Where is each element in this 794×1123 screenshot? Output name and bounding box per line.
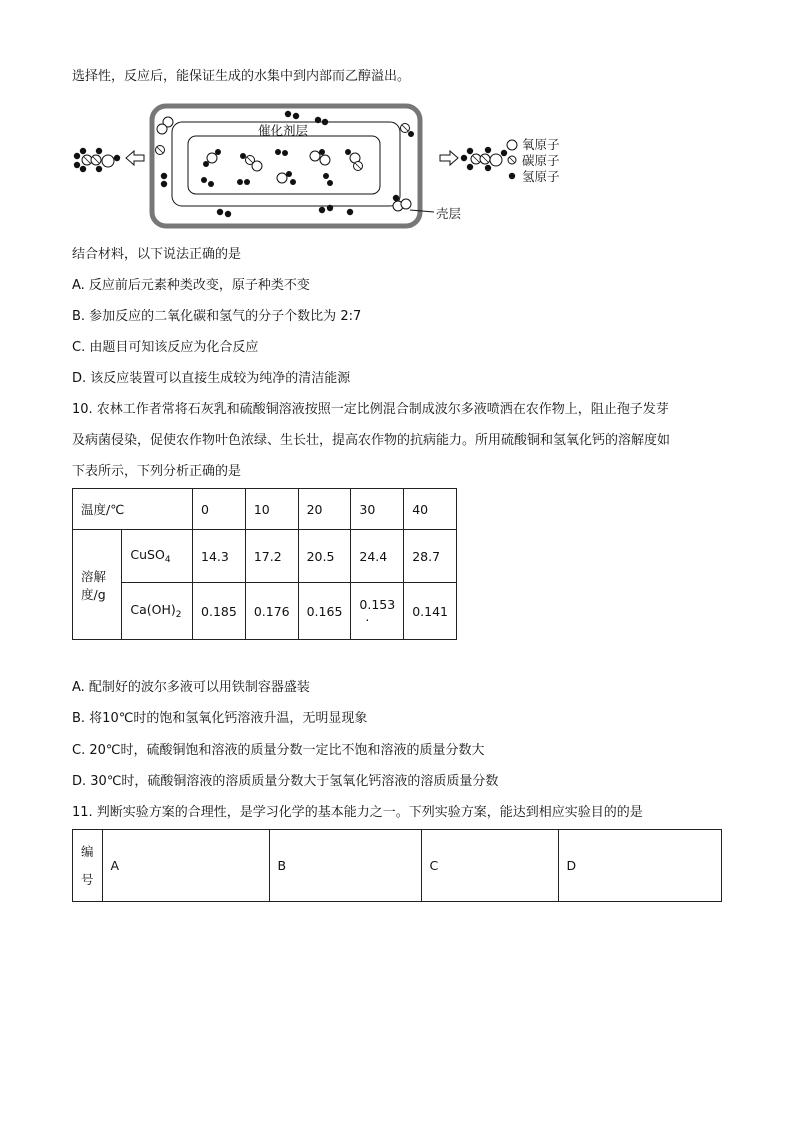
temp-cell: 20 (298, 489, 351, 530)
caoh2-value: 0.141 (404, 583, 457, 640)
col-d: D (558, 830, 721, 902)
legend-carbon: 碳原子 (522, 153, 560, 168)
q9-option-a: A. 反应前后元素种类改变，原子种类不变 (72, 278, 310, 293)
caoh2-value: 0.176 (245, 583, 298, 640)
cuso4-value: 20.5 (298, 530, 351, 583)
temp-cell: 40 (404, 489, 457, 530)
caoh2-value: 0.153 . (351, 583, 404, 640)
solubility-table (72, 488, 457, 640)
q9-option-b: B. 参加反应的二氧化碳和氢气的分子个数比为 2:7 (72, 309, 362, 324)
q10-option-c: C. 20℃时，硫酸铜饱和溶液的质量分数一定比不饱和溶液的质量分数大 (72, 743, 485, 758)
q10-option-b: B. 将10℃时的饱和氢氧化钙溶液升温，无明显现象 (72, 711, 368, 726)
experiment-table (72, 829, 722, 902)
solubility-header: 溶解度/g (73, 530, 122, 640)
col-a: A (102, 830, 269, 902)
cuso4-value: 28.7 (404, 530, 457, 583)
cuso4-label: CuSO$_4$ (122, 530, 193, 583)
q11-stem: 11. 判断实验方案的合理性，是学习化学的基本能力之一。下列实验方案，能达到相应实验目的的是 (72, 805, 643, 820)
q10-stem-line-3: 下表所示，下列分析正确的是 (72, 464, 242, 479)
col-b: B (269, 830, 421, 902)
q9-option-d: D. 该反应装置可以直接生成较为纯净的清洁能源 (72, 371, 351, 386)
reaction-diagram (60, 98, 580, 233)
q10-stem-line-2: 及病菌侵染，促使农作物叶色浓绿、生长壮，提高农作物的抗病能力。所用硫酸铜和氢氧化钙的溶解度如 (72, 433, 671, 448)
caoh2-value: 0.185 (193, 583, 246, 640)
oxygen-legend-icon (507, 140, 517, 150)
q9-stem: 结合材料，以下说法正确的是 (72, 247, 242, 262)
cuso4-value: 24.4 (351, 530, 404, 583)
number-label: 编 号 (73, 830, 103, 902)
legend-hydrogen: 氢原子 (522, 169, 560, 184)
arrow-left-icon (126, 151, 144, 165)
temp-header: 温度/℃ (73, 489, 193, 530)
catalyst-label: 催化剂层 (258, 123, 309, 138)
shell-label: 壳层 (436, 206, 462, 221)
ethanol-molecule-right (461, 147, 507, 171)
temp-cell: 30 (351, 489, 404, 530)
caoh2-label: $Ca(OH)_2$ (122, 583, 193, 640)
caoh2-value: 0.165 (298, 583, 351, 640)
q10-option-a: A. 配制好的波尔多液可以用铁制容器盛装 (72, 680, 310, 695)
temp-cell: 0 (193, 489, 246, 530)
q9-option-c: C. 由题目可知该反应为化合反应 (72, 340, 259, 355)
q10-option-d: D. 30℃时，硫酸铜溶液的溶质质量分数大于氢氧化钙溶液的溶质质量分数 (72, 774, 499, 789)
col-c: C (421, 830, 558, 902)
cuso4-value: 17.2 (245, 530, 298, 583)
arrow-right-icon (440, 151, 458, 165)
cuso4-value: 14.3 (193, 530, 246, 583)
intro-text: 选择性，反应后，能保证生成的水集中到内部而乙醇溢出。 (72, 69, 411, 84)
ethanol-molecule-left (74, 148, 120, 172)
temp-cell: 10 (245, 489, 298, 530)
q10-stem-line-1: 10. 农林工作者常将石灰乳和硫酸铜溶液按照一定比例混合制成波尔多液喷洒在农作物上，阻止孢子发芽 (72, 402, 669, 417)
legend-oxygen: 氧原子 (522, 137, 560, 152)
hydrogen-legend-icon (509, 173, 515, 179)
